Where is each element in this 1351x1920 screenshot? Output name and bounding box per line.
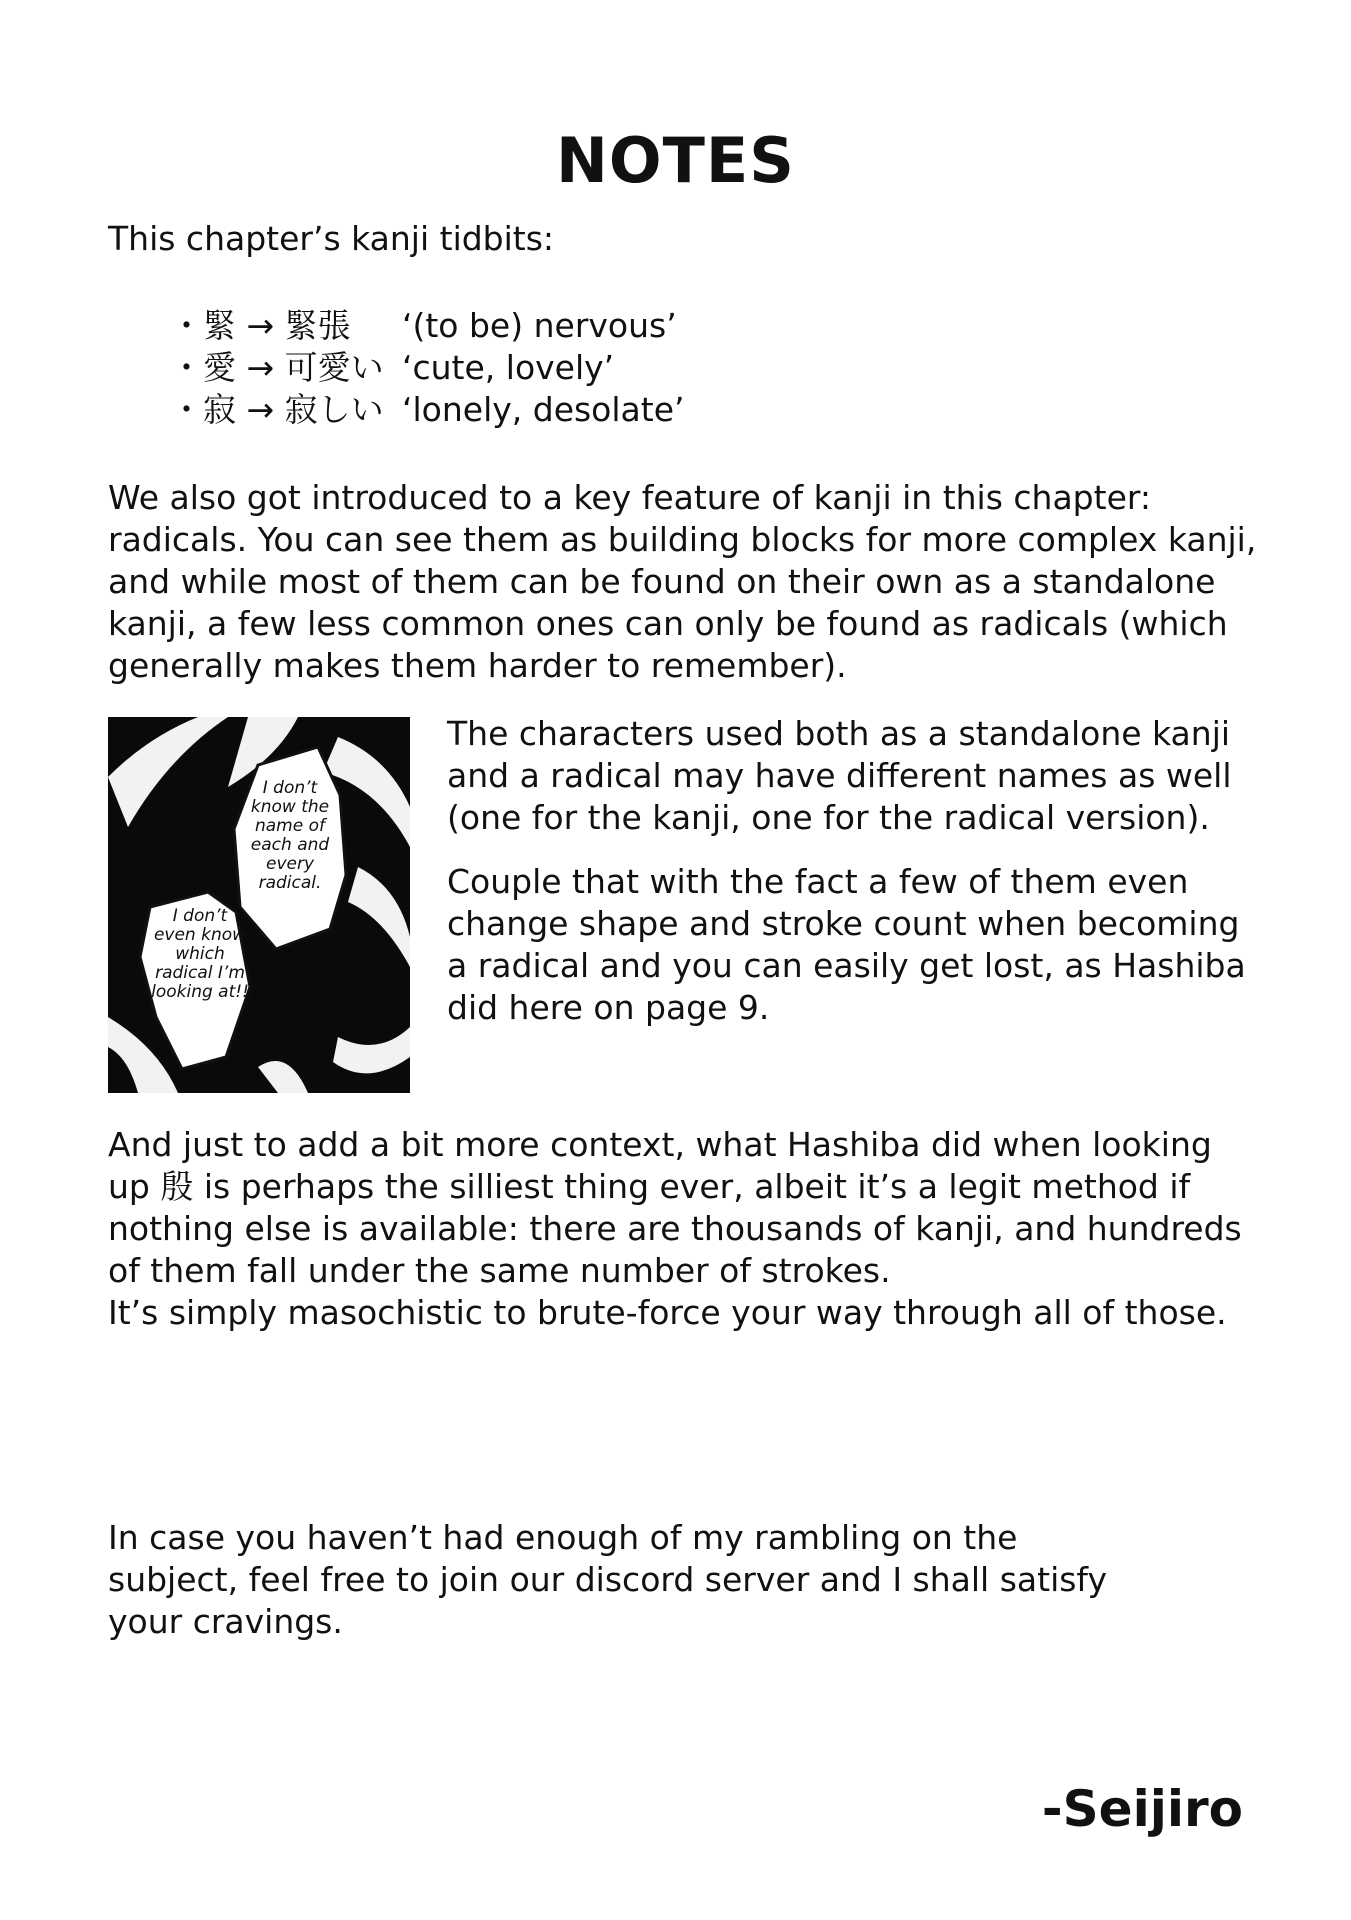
tidbit-meaning: ‘lonely, desolate’: [402, 390, 685, 429]
tidbit-meaning: ‘cute, lovely’: [402, 348, 615, 387]
tidbit-item: [170, 347, 685, 389]
intro-text: This chapter’s kanji tidbits:: [108, 219, 555, 258]
page-title: NOTES: [556, 123, 795, 197]
tidbit-kanji: ・寂 → 寂しい: [170, 390, 384, 429]
tidbit-kanji: ・愛 → 可愛い: [170, 348, 384, 387]
side-paragraph-shape: Couple that with the fact a few of them even change shape and stroke count when becoming a radical and you can easily get lost, as Hashiba did here on page 9.: [447, 862, 1246, 1027]
manga-panel-image: [108, 717, 410, 1093]
context-paragraph-conclusion: It’s simply masochistic to brute-force your way through all of those.: [108, 1293, 1227, 1332]
tidbit-item: [170, 305, 685, 347]
kanji-tidbits-list: [170, 305, 685, 431]
speech-bubble-top: I don’t know the name of each and every radical.: [250, 778, 330, 893]
tidbit-meaning: ‘(to be) nervous’: [402, 306, 677, 345]
signature: -Seijiro: [1041, 1780, 1243, 1838]
panel-artwork: [108, 717, 410, 1093]
speech-bubble-bottom: I don’t even know which radical I’m looking at!!: [151, 906, 249, 1002]
radicals-paragraph: We also got introduced to a key feature of kanji in this chapter: radicals. You can see them as building blocks for more complex kanji, and while most of them can be found on their own as a standalone kanji, a few less common ones can only be found as radicals (which generally makes them harder to remember).: [108, 478, 1257, 685]
side-paragraph-names: The characters used both as a standalone kanji and a radical may have different names as well (one for the kanji, one for the radical version).: [447, 714, 1232, 837]
context-paragraph: And just to add a bit more context, what Hashiba did when looking up 殷 is perhaps the silliest thing ever, albeit it’s a legit method if nothing else is available: there are thousands of kanji, and hundreds of them fall under the same number of strokes.: [108, 1125, 1242, 1290]
tidbit-item: [170, 389, 685, 431]
tidbit-kanji: ・緊 → 緊張: [170, 306, 351, 345]
closing-paragraph: In case you haven’t had enough of my rambling on the subject, feel free to join our discord server and I shall satisfy your cravings.: [108, 1518, 1107, 1641]
